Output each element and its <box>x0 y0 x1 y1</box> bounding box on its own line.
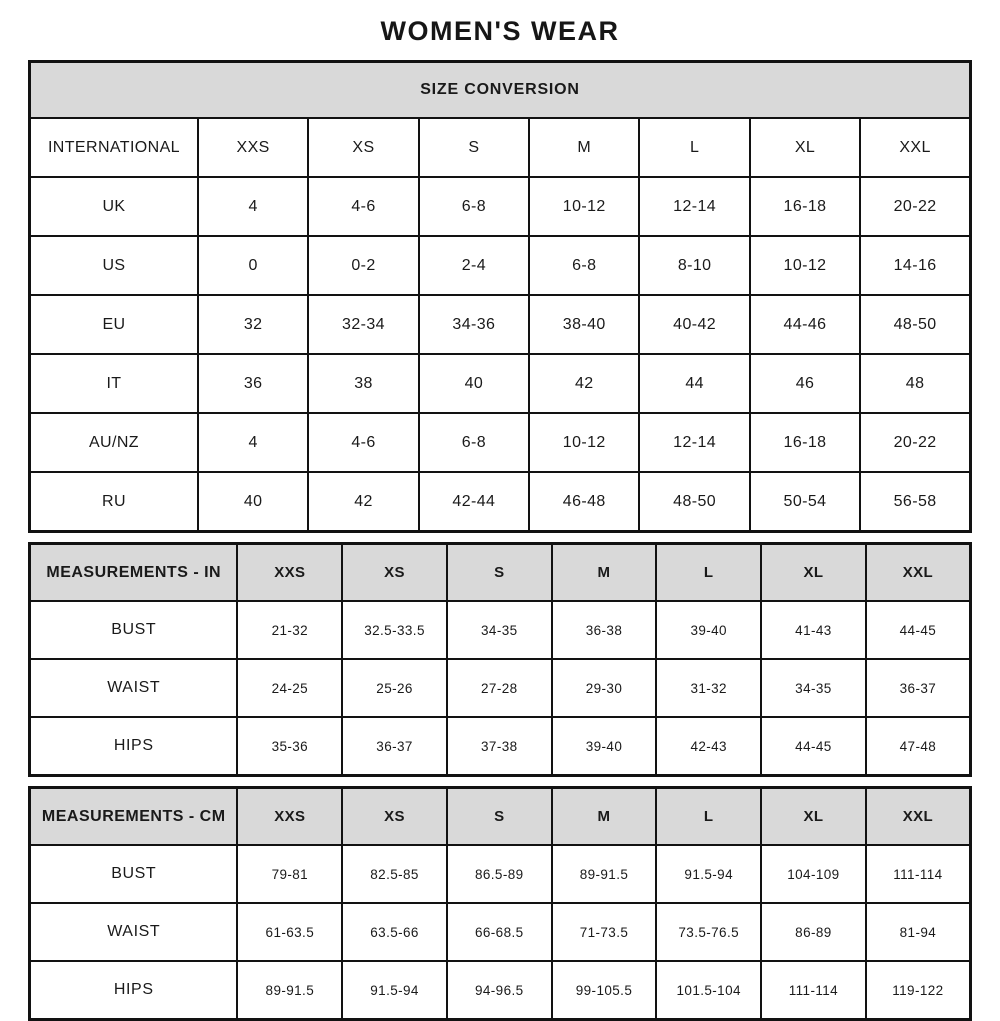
table-row-hips-in <box>30 717 971 776</box>
measurements-in-header-row <box>30 544 971 602</box>
in-size-header-xs: XS <box>342 544 447 602</box>
cell-bust-in-xxs: 21-32 <box>237 601 342 659</box>
in-size-header-xxs: XXS <box>237 544 342 602</box>
cell-us-xxl: 14-16 <box>860 236 970 295</box>
in-size-header-xl: XL <box>761 544 866 602</box>
measurements-cm-title: MEASUREMENTS - CM <box>30 788 238 846</box>
cell-uk-xs: 4-6 <box>308 177 418 236</box>
cell-eu-xs: 32-34 <box>308 295 418 354</box>
cell-hips-in-m: 39-40 <box>552 717 657 776</box>
in-size-header-m: M <box>552 544 657 602</box>
cell-ru-s: 42-44 <box>419 472 529 532</box>
table-row-bust-in <box>30 601 971 659</box>
cell-bust-cm-xxl: 111-114 <box>866 845 971 903</box>
cell-eu-s: 34-36 <box>419 295 529 354</box>
cell-aunz-xxl: 20-22 <box>860 413 970 472</box>
table-row-ru <box>30 472 971 532</box>
cell-eu-xl: 44-46 <box>750 295 860 354</box>
cell-waist-in-xs: 25-26 <box>342 659 447 717</box>
row-label-aunz: AU/NZ <box>30 413 198 472</box>
cell-aunz-l: 12-14 <box>639 413 749 472</box>
table-row-eu <box>30 295 971 354</box>
cell-hips-in-l: 42-43 <box>656 717 761 776</box>
table-row-waist-in <box>30 659 971 717</box>
cell-eu-xxs: 32 <box>198 295 308 354</box>
cell-ru-xs: 42 <box>308 472 418 532</box>
row-label-hips-in: HIPS <box>30 717 238 776</box>
cell-waist-in-l: 31-32 <box>656 659 761 717</box>
cell-uk-m: 10-12 <box>529 177 639 236</box>
table-row-us <box>30 236 971 295</box>
cell-aunz-xs: 4-6 <box>308 413 418 472</box>
cell-uk-l: 12-14 <box>639 177 749 236</box>
row-label-uk: UK <box>30 177 198 236</box>
column-header-xs: XS <box>308 118 418 177</box>
cell-it-s: 40 <box>419 354 529 413</box>
cell-hips-cm-xxs: 89-91.5 <box>237 961 342 1020</box>
cell-us-xxs: 0 <box>198 236 308 295</box>
cell-waist-cm-xs: 63.5-66 <box>342 903 447 961</box>
cm-size-header-xl: XL <box>761 788 866 846</box>
cell-hips-in-xxs: 35-36 <box>237 717 342 776</box>
cell-ru-xxs: 40 <box>198 472 308 532</box>
cell-bust-cm-l: 91.5-94 <box>656 845 761 903</box>
cell-bust-in-m: 36-38 <box>552 601 657 659</box>
in-size-header-s: S <box>447 544 552 602</box>
cell-waist-cm-xl: 86-89 <box>761 903 866 961</box>
row-label-bust-in: BUST <box>30 601 238 659</box>
in-size-header-l: L <box>656 544 761 602</box>
cell-it-l: 44 <box>639 354 749 413</box>
cell-us-xs: 0-2 <box>308 236 418 295</box>
cell-waist-in-xxs: 24-25 <box>237 659 342 717</box>
cell-it-m: 42 <box>529 354 639 413</box>
cm-size-header-xxl: XXL <box>866 788 971 846</box>
cell-bust-cm-xxs: 79-81 <box>237 845 342 903</box>
cell-aunz-xl: 16-18 <box>750 413 860 472</box>
cm-size-header-xs: XS <box>342 788 447 846</box>
cell-it-xxs: 36 <box>198 354 308 413</box>
cell-us-xl: 10-12 <box>750 236 860 295</box>
row-label-waist-cm: WAIST <box>30 903 238 961</box>
table-row-bust-cm <box>30 845 971 903</box>
cell-us-m: 6-8 <box>529 236 639 295</box>
cell-bust-in-xl: 41-43 <box>761 601 866 659</box>
cell-eu-xxl: 48-50 <box>860 295 970 354</box>
cell-hips-cm-xs: 91.5-94 <box>342 961 447 1020</box>
cell-us-l: 8-10 <box>639 236 749 295</box>
cell-aunz-m: 10-12 <box>529 413 639 472</box>
cell-hips-in-xs: 36-37 <box>342 717 447 776</box>
cell-hips-cm-m: 99-105.5 <box>552 961 657 1020</box>
size-conversion-table <box>28 60 972 533</box>
cell-uk-s: 6-8 <box>419 177 529 236</box>
cell-hips-in-xl: 44-45 <box>761 717 866 776</box>
row-label-us: US <box>30 236 198 295</box>
row-label-waist-in: WAIST <box>30 659 238 717</box>
cm-size-header-m: M <box>552 788 657 846</box>
column-header-xxl: XXL <box>860 118 970 177</box>
table-row-it <box>30 354 971 413</box>
cell-waist-cm-xxs: 61-63.5 <box>237 903 342 961</box>
cell-uk-xl: 16-18 <box>750 177 860 236</box>
cell-waist-in-s: 27-28 <box>447 659 552 717</box>
cell-it-xxl: 48 <box>860 354 970 413</box>
cell-bust-cm-s: 86.5-89 <box>447 845 552 903</box>
cell-hips-in-s: 37-38 <box>447 717 552 776</box>
cell-aunz-s: 6-8 <box>419 413 529 472</box>
cell-bust-cm-xs: 82.5-85 <box>342 845 447 903</box>
row-label-bust-cm: BUST <box>30 845 238 903</box>
row-label-ru: RU <box>30 472 198 532</box>
table-row-aunz <box>30 413 971 472</box>
cell-waist-cm-m: 71-73.5 <box>552 903 657 961</box>
cell-waist-in-xxl: 36-37 <box>866 659 971 717</box>
cell-hips-cm-xxl: 119-122 <box>866 961 971 1020</box>
cell-ru-xl: 50-54 <box>750 472 860 532</box>
cell-eu-m: 38-40 <box>529 295 639 354</box>
column-header-l: L <box>639 118 749 177</box>
cell-it-xl: 46 <box>750 354 860 413</box>
table-row-hips-cm <box>30 961 971 1020</box>
column-header-xxs: XXS <box>198 118 308 177</box>
measurements-cm-table <box>28 786 972 1021</box>
measurements-cm-header-row <box>30 788 971 846</box>
table-row-uk <box>30 177 971 236</box>
cell-ru-m: 46-48 <box>529 472 639 532</box>
cell-bust-cm-xl: 104-109 <box>761 845 866 903</box>
cell-bust-in-xs: 32.5-33.5 <box>342 601 447 659</box>
cell-eu-l: 40-42 <box>639 295 749 354</box>
size-conversion-title: SIZE CONVERSION <box>30 62 971 119</box>
cell-hips-cm-l: 101.5-104 <box>656 961 761 1020</box>
row-label-eu: EU <box>30 295 198 354</box>
cell-it-xs: 38 <box>308 354 418 413</box>
cell-waist-in-m: 29-30 <box>552 659 657 717</box>
row-label-hips-cm: HIPS <box>30 961 238 1020</box>
measurements-in-table <box>28 542 972 777</box>
cell-aunz-xxs: 4 <box>198 413 308 472</box>
cm-size-header-xxs: XXS <box>237 788 342 846</box>
cell-ru-xxl: 56-58 <box>860 472 970 532</box>
cell-bust-cm-m: 89-91.5 <box>552 845 657 903</box>
cell-hips-cm-s: 94-96.5 <box>447 961 552 1020</box>
size-conversion-header-row <box>30 118 971 177</box>
size-conversion-banner-row <box>30 62 971 119</box>
cell-hips-in-xxl: 47-48 <box>866 717 971 776</box>
cell-waist-in-xl: 34-35 <box>761 659 866 717</box>
cm-size-header-s: S <box>447 788 552 846</box>
cm-size-header-l: L <box>656 788 761 846</box>
column-header-xl: XL <box>750 118 860 177</box>
cell-uk-xxs: 4 <box>198 177 308 236</box>
cell-uk-xxl: 20-22 <box>860 177 970 236</box>
column-header-m: M <box>529 118 639 177</box>
cell-waist-cm-xxl: 81-94 <box>866 903 971 961</box>
measurements-in-title: MEASUREMENTS - IN <box>30 544 238 602</box>
row-label-it: IT <box>30 354 198 413</box>
cell-hips-cm-xl: 111-114 <box>761 961 866 1020</box>
table-row-waist-cm <box>30 903 971 961</box>
cell-waist-cm-s: 66-68.5 <box>447 903 552 961</box>
page-title: WOMEN'S WEAR <box>380 16 620 46</box>
column-header-international: INTERNATIONAL <box>30 118 198 177</box>
cell-us-s: 2-4 <box>419 236 529 295</box>
cell-bust-in-l: 39-40 <box>656 601 761 659</box>
cell-bust-in-xxl: 44-45 <box>866 601 971 659</box>
cell-bust-in-s: 34-35 <box>447 601 552 659</box>
in-size-header-xxl: XXL <box>866 544 971 602</box>
cell-waist-cm-l: 73.5-76.5 <box>656 903 761 961</box>
column-header-s: S <box>419 118 529 177</box>
cell-ru-l: 48-50 <box>639 472 749 532</box>
